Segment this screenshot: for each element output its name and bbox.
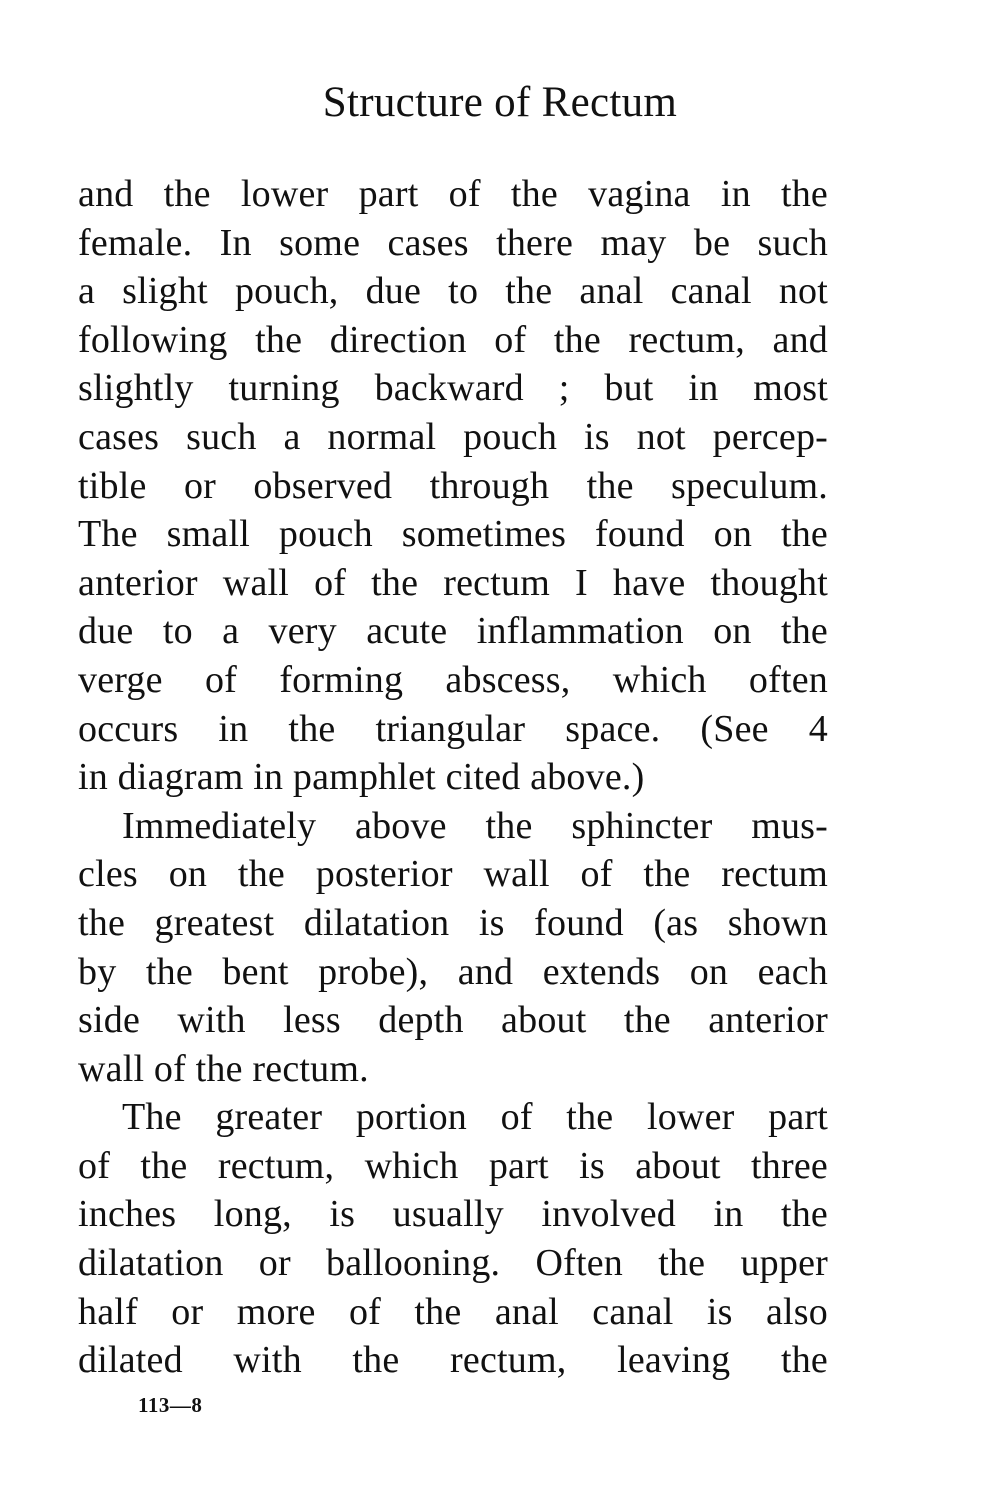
text-line: in diagram in pamphlet cited above.) bbox=[78, 756, 645, 799]
text-line: anterior wall of the rectum I have thought bbox=[78, 561, 828, 604]
text-line: by the bent probe), and extends on each bbox=[78, 950, 828, 993]
text-line: female. In some cases there may be such bbox=[78, 221, 828, 264]
text-line: of the rectum, which part is about three bbox=[78, 1144, 828, 1187]
text-line: following the direction of the rectum, and bbox=[78, 318, 828, 361]
text-line: the greatest dilatation is found (as shown bbox=[78, 901, 828, 944]
text-line: half or more of the anal canal is also bbox=[78, 1290, 828, 1333]
text-line: inches long, is usually involved in the bbox=[78, 1193, 828, 1236]
text-line: tible or observed through the speculum. bbox=[78, 464, 828, 507]
text-line: occurs in the triangular space. (See 4 bbox=[78, 707, 828, 750]
text-line: side with less depth about the anterior bbox=[78, 999, 828, 1042]
text-line: a slight pouch, due to the anal canal not bbox=[78, 270, 828, 313]
text-line: verge of forming abscess, which often bbox=[78, 658, 828, 701]
text-line: dilatation or ballooning. Often the upper bbox=[78, 1242, 828, 1285]
text-line: slightly turning backward ; but in most bbox=[78, 367, 828, 410]
text-line: due to a very acute inflammation on the bbox=[78, 610, 828, 653]
running-head: Structure of Rectum bbox=[322, 79, 678, 126]
signature-mark: 113—8 bbox=[138, 1393, 203, 1417]
text-line: dilated with the rectum, leaving the bbox=[78, 1339, 828, 1382]
text-line: cases such a normal pouch is not percep- bbox=[78, 415, 828, 458]
text-line: Immediately above the sphincter mus- bbox=[122, 804, 828, 847]
body-text bbox=[78, 170, 828, 1385]
text-line: The greater portion of the lower part bbox=[122, 1096, 828, 1139]
text-line: The small pouch sometimes found on the bbox=[78, 513, 828, 556]
text-line: and the lower part of the vagina in the bbox=[78, 173, 828, 215]
text-line: cles on the posterior wall of the rectum bbox=[78, 853, 828, 896]
text-line: wall of the rectum. bbox=[78, 1047, 369, 1090]
